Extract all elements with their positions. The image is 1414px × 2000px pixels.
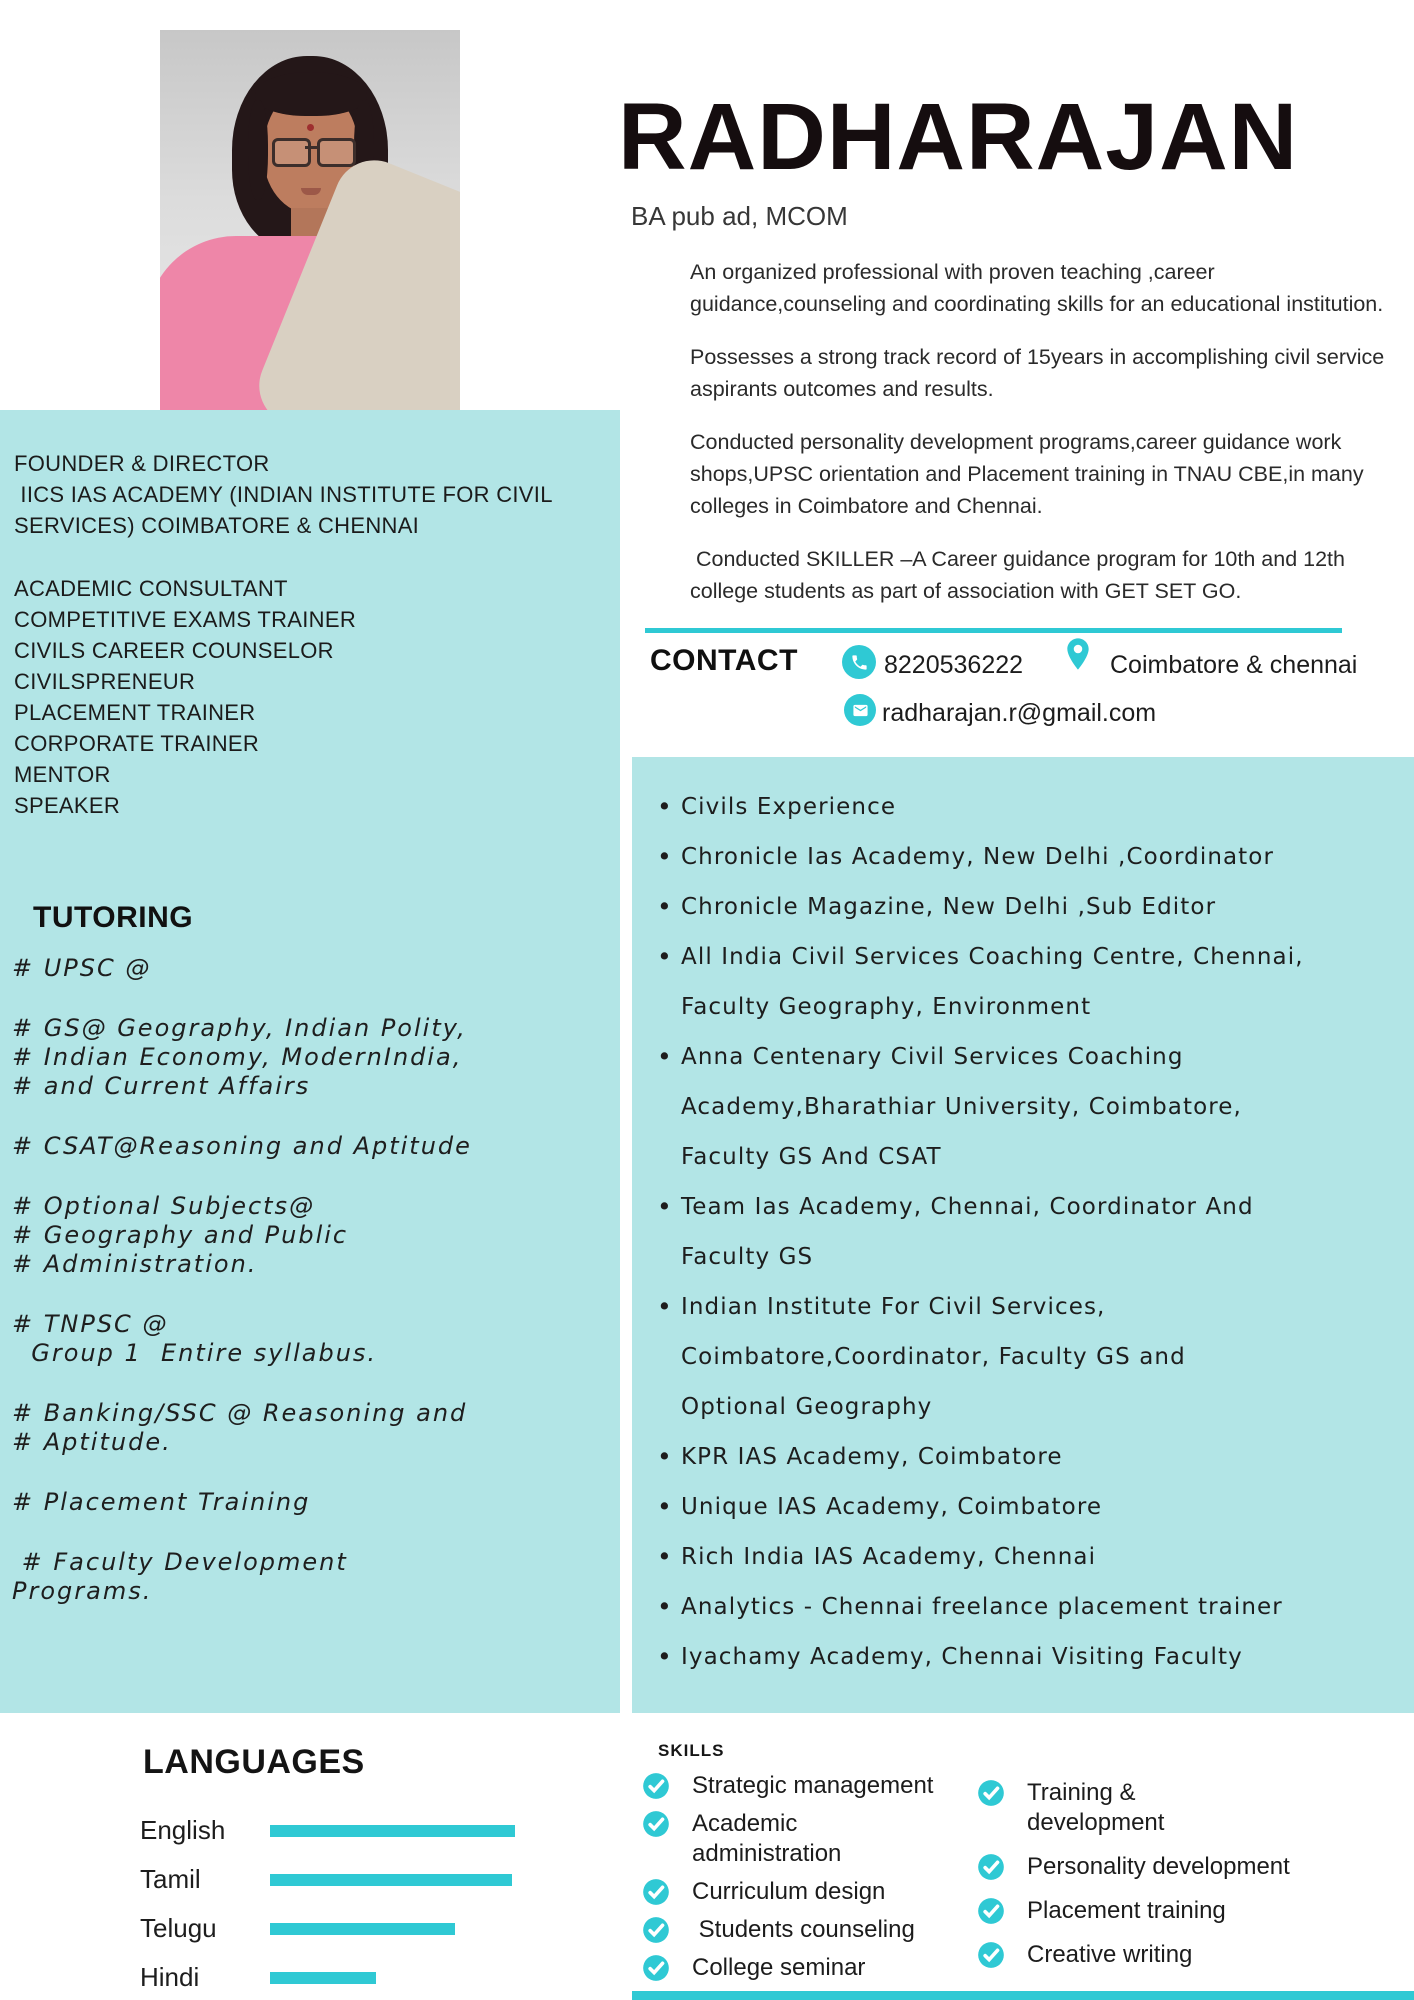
skill-item <box>642 1809 933 1869</box>
profile-photo <box>160 30 460 410</box>
experience-item: • Team Ias Academy, Chennai, Coordinator And Faculty GS <box>681 1182 1405 1282</box>
skill-item <box>642 1915 933 1945</box>
skills-heading: SKILLS <box>658 1741 725 1760</box>
experience-item: • All India Civil Services Coaching Centre, Chennai, Faculty Geography, Environment <box>681 932 1405 1032</box>
languages-heading: LANGUAGES <box>143 1743 365 1781</box>
experience-item: • Civils Experience <box>681 782 1405 832</box>
summary-paragraph: Conducted personality development programs,career guidance work shops,UPSC orientation and Placement training in TNAU CBE,in many colleges in Coimbatore and Chennai. <box>690 430 1364 518</box>
skill-label: College seminar <box>692 1954 866 1981</box>
phone-icon <box>842 645 876 679</box>
photo-glasses-left <box>272 138 311 167</box>
language-row <box>140 1904 515 1953</box>
check-icon <box>642 1772 670 1800</box>
language-label: English <box>140 1815 226 1845</box>
language-row <box>140 1953 515 2000</box>
tutoring-list <box>12 954 472 1637</box>
check-icon <box>642 1954 670 1982</box>
roles-group-titles: ACADEMIC CONSULTANT COMPETITIVE EXAMS TRAINER CIVILS CAREER COUNSELOR CIVILSPRENEUR PLACEMENT TRAINER CORPORATE TRAINER MENTOR SPEAKER <box>14 576 357 818</box>
skill-item <box>642 1953 933 1983</box>
check-icon <box>642 1916 670 1944</box>
experience-item: • Iyachamy Academy, Chennai Visiting Faculty <box>681 1632 1405 1682</box>
languages-list <box>140 1806 515 2000</box>
photo-hair-fringe <box>255 72 367 116</box>
location-icon <box>1062 636 1094 678</box>
roles-block <box>14 448 614 821</box>
candidate-name: RADHARAJAN <box>618 84 1299 190</box>
skill-item <box>977 1940 1290 1970</box>
language-label: Hindi <box>140 1962 200 1992</box>
contact-heading: CONTACT <box>650 644 798 677</box>
check-icon <box>977 1897 1005 1925</box>
skills-column-right <box>977 1778 1290 1970</box>
tutoring-group: # CSAT@Reasoning and Aptitude <box>12 1132 472 1160</box>
check-icon <box>977 1853 1005 1881</box>
photo-glasses-right <box>317 138 356 167</box>
check-icon <box>977 1941 1005 1969</box>
language-row <box>140 1806 515 1855</box>
skill-item <box>642 1877 933 1907</box>
check-icon <box>642 1878 670 1906</box>
language-label: Tamil <box>140 1864 201 1894</box>
skill-item <box>977 1852 1290 1882</box>
skills-column-left <box>642 1771 933 1983</box>
skill-label: Creative writing <box>1027 1941 1193 1968</box>
language-level-bar <box>270 1825 515 1837</box>
check-icon <box>642 1810 670 1838</box>
tutoring-group: # GS@ Geography, Indian Polity, # Indian Economy, ModernIndia, # and Current Affairs <box>12 1014 467 1100</box>
skill-label: Academic administration <box>692 1810 842 1867</box>
experience-item: • Indian Institute For Civil Services, Coimbatore,Coordinator, Faculty GS and Optional Geography <box>681 1282 1405 1432</box>
check-icon <box>977 1779 1005 1807</box>
tutoring-group: # Faculty Development Programs. <box>12 1548 348 1605</box>
language-label: Telugu <box>140 1913 217 1943</box>
skill-item <box>642 1771 933 1801</box>
email-icon <box>844 694 876 726</box>
skill-label: Strategic management <box>692 1772 934 1799</box>
experience-item: • Analytics - Chennai freelance placement trainer <box>681 1582 1405 1632</box>
photo-glasses-bridge <box>305 146 317 149</box>
skill-label: Personality development <box>1027 1853 1290 1880</box>
tutoring-group: # UPSC @ <box>12 954 152 982</box>
summary-paragraph: Possesses a strong track record of 15years in accomplishing civil service aspirants outcomes and results. <box>690 345 1385 401</box>
phone-number[interactable]: 8220536222 <box>884 651 1024 679</box>
tutoring-group: # Banking/SSC @ Reasoning and # Aptitude. <box>12 1399 468 1456</box>
experience-item: • Anna Centenary Civil Services Coaching Academy,Bharathiar University, Coimbatore, Faculty GS And CSAT <box>681 1032 1405 1182</box>
tutoring-heading: TUTORING <box>33 901 194 934</box>
language-level-bar <box>270 1923 455 1935</box>
profile-summary <box>690 256 1414 628</box>
experience-item: • KPR IAS Academy, Coimbatore <box>681 1432 1405 1482</box>
skill-label: Students counseling <box>692 1916 915 1943</box>
summary-paragraph: Conducted SKILLER –A Career guidance program for 10th and 12th college students as part of association with GET SET GO. <box>690 547 1345 603</box>
language-level-bar <box>270 1874 512 1886</box>
summary-paragraph: An organized professional with proven teaching ,career guidance,counseling and coordinating skills for an educational institution. <box>690 260 1384 316</box>
experience-item: • Rich India IAS Academy, Chennai <box>681 1532 1405 1582</box>
photo-hair-left <box>248 100 268 200</box>
tutoring-group: # Placement Training <box>12 1488 311 1516</box>
candidate-degrees: BA pub ad, MCOM <box>631 201 848 231</box>
photo-bindi <box>307 124 314 131</box>
skill-item <box>977 1896 1290 1926</box>
email-address[interactable]: radharajan.r@gmail.com <box>882 699 1157 727</box>
tutoring-group: # TNPSC @ Group 1 Entire syllabus. <box>12 1310 378 1367</box>
skill-item <box>977 1778 1290 1838</box>
skill-label: Training & development <box>1027 1779 1165 1836</box>
skill-label: Placement training <box>1027 1897 1226 1924</box>
tutoring-group: # Optional Subjects@ # Geography and Public # Administration. <box>12 1192 349 1278</box>
bottom-accent-strip <box>632 1991 1414 2000</box>
skill-label: Curriculum design <box>692 1878 886 1905</box>
contact-divider <box>645 628 1342 633</box>
roles-group-founder: FOUNDER & DIRECTOR IICS IAS ACADEMY (INDIAN INSTITUTE FOR CIVIL SERVICES) COIMBATORE & CHENNAI <box>14 451 553 538</box>
experience-item: • Unique IAS Academy, Coimbatore <box>681 1482 1405 1532</box>
language-row <box>140 1855 515 1904</box>
experience-item: • Chronicle Magazine, New Delhi ,Sub Editor <box>681 882 1405 932</box>
language-level-bar <box>270 1972 376 1984</box>
experience-list <box>681 782 1405 1682</box>
experience-item: • Chronicle Ias Academy, New Delhi ,Coordinator <box>681 832 1405 882</box>
location-text: Coimbatore & chennai <box>1110 651 1358 679</box>
